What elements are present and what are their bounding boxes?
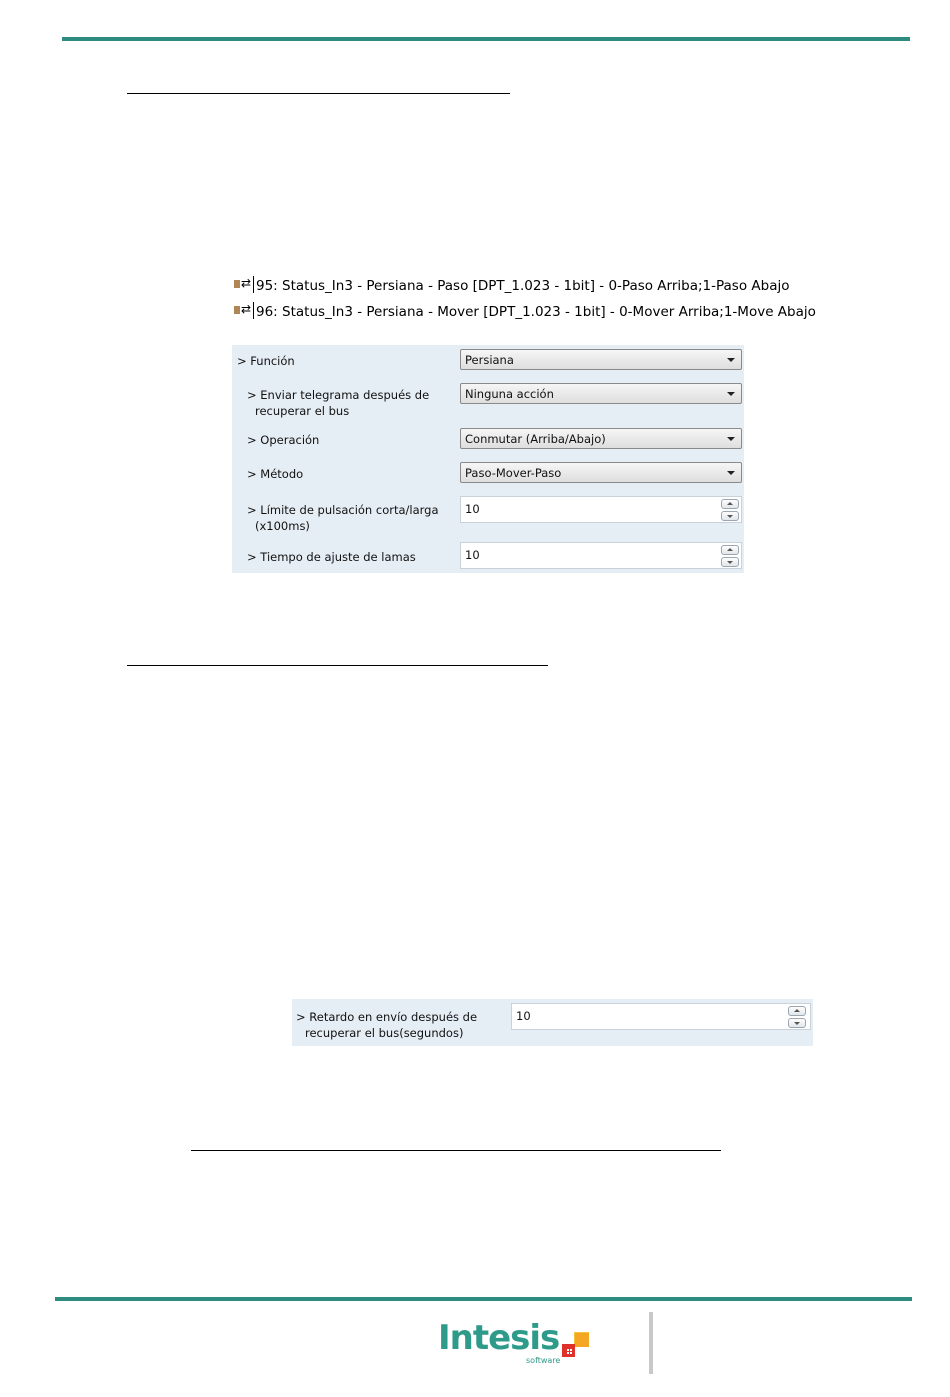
arrow-up-icon — [794, 1009, 800, 1012]
chevron-down-icon — [727, 471, 735, 475]
metodo-select[interactable] — [460, 462, 742, 483]
limite-spin-down-button[interactable] — [721, 511, 739, 521]
object-row-95 — [234, 276, 789, 296]
funcion-label: > Función — [237, 354, 295, 368]
metodo-value: Paso-Mover-Paso — [465, 466, 562, 480]
metodo-label: > Método — [247, 467, 304, 481]
logo-wordmark: Intesis — [438, 1318, 560, 1358]
object-number: 96: — [256, 304, 278, 320]
tiempo-spin-up-button[interactable] — [721, 545, 739, 555]
operacion-value: Conmutar (Arriba/Abajo) — [465, 432, 606, 446]
enviar-select[interactable] — [460, 383, 742, 404]
retardo-spin-down-button[interactable] — [788, 1018, 806, 1028]
communication-object-icon: ⇄ — [234, 303, 256, 319]
arrow-down-icon — [727, 561, 733, 564]
communication-object-icon: ⇄ — [234, 277, 256, 293]
enviar-label-line-2: recuperar el bus — [255, 404, 350, 418]
arrow-down-icon — [727, 515, 733, 518]
operacion-label: > Operación — [247, 433, 320, 447]
heading-underline-2 — [127, 665, 548, 666]
object-row-96 — [234, 302, 816, 322]
retardo-spinner[interactable] — [511, 1003, 811, 1030]
limite-spinner[interactable] — [460, 496, 742, 523]
limite-label — [247, 502, 439, 534]
parameters-panel-delay — [292, 999, 813, 1046]
logo-subtitle: software — [526, 1356, 561, 1365]
tiempo-spinner[interactable] — [460, 542, 742, 569]
tiempo-label: > Tiempo de ajuste de lamas — [247, 550, 416, 564]
arrow-down-icon — [794, 1022, 800, 1025]
funcion-value: Persiana — [465, 353, 514, 367]
chevron-down-icon — [727, 392, 735, 396]
object-description: Status_In3 - Persiana - Mover [DPT_1.023 - 1bit] - 0-Mover Arriba;1-Move Abajo — [277, 304, 816, 320]
heading-underline-3 — [191, 1150, 721, 1151]
tiempo-value: 10 — [465, 548, 480, 562]
limite-label-line-2: (x100ms) — [255, 519, 310, 533]
chevron-down-icon — [727, 437, 735, 441]
footer-rule — [55, 1297, 912, 1301]
heading-underline-1 — [127, 93, 510, 94]
retardo-value: 10 — [516, 1009, 531, 1023]
enviar-label-line-1: > Enviar telegrama después de — [247, 388, 430, 402]
limite-spin-up-button[interactable] — [721, 499, 739, 509]
footer-divider — [649, 1312, 653, 1374]
limite-value: 10 — [465, 502, 480, 516]
arrow-up-icon — [727, 548, 733, 551]
chevron-down-icon — [727, 358, 735, 362]
retardo-label-line-1: > Retardo en envío después de — [296, 1010, 478, 1024]
parameters-panel-blind — [232, 345, 744, 573]
operacion-select[interactable] — [460, 428, 742, 449]
arrow-up-icon — [727, 502, 733, 505]
retardo-label-line-2: recuperar el bus(segundos) — [305, 1026, 464, 1040]
retardo-spin-up-button[interactable] — [788, 1006, 806, 1016]
tiempo-spin-down-button[interactable] — [721, 557, 739, 567]
object-description: Status_In3 - Persiana - Paso [DPT_1.023 - 1bit] - 0-Paso Arriba;1-Paso Abajo — [277, 278, 790, 294]
intesis-logo — [438, 1318, 598, 1366]
enviar-label — [247, 387, 429, 419]
header-rule — [62, 37, 910, 41]
limite-label-line-1: > Límite de pulsación corta/larga — [247, 503, 439, 517]
object-number: 95: — [256, 278, 278, 294]
funcion-select[interactable] — [460, 349, 742, 370]
logo-blocks-icon — [562, 1332, 592, 1362]
retardo-label — [296, 1009, 477, 1041]
enviar-value: Ninguna acción — [465, 387, 554, 401]
